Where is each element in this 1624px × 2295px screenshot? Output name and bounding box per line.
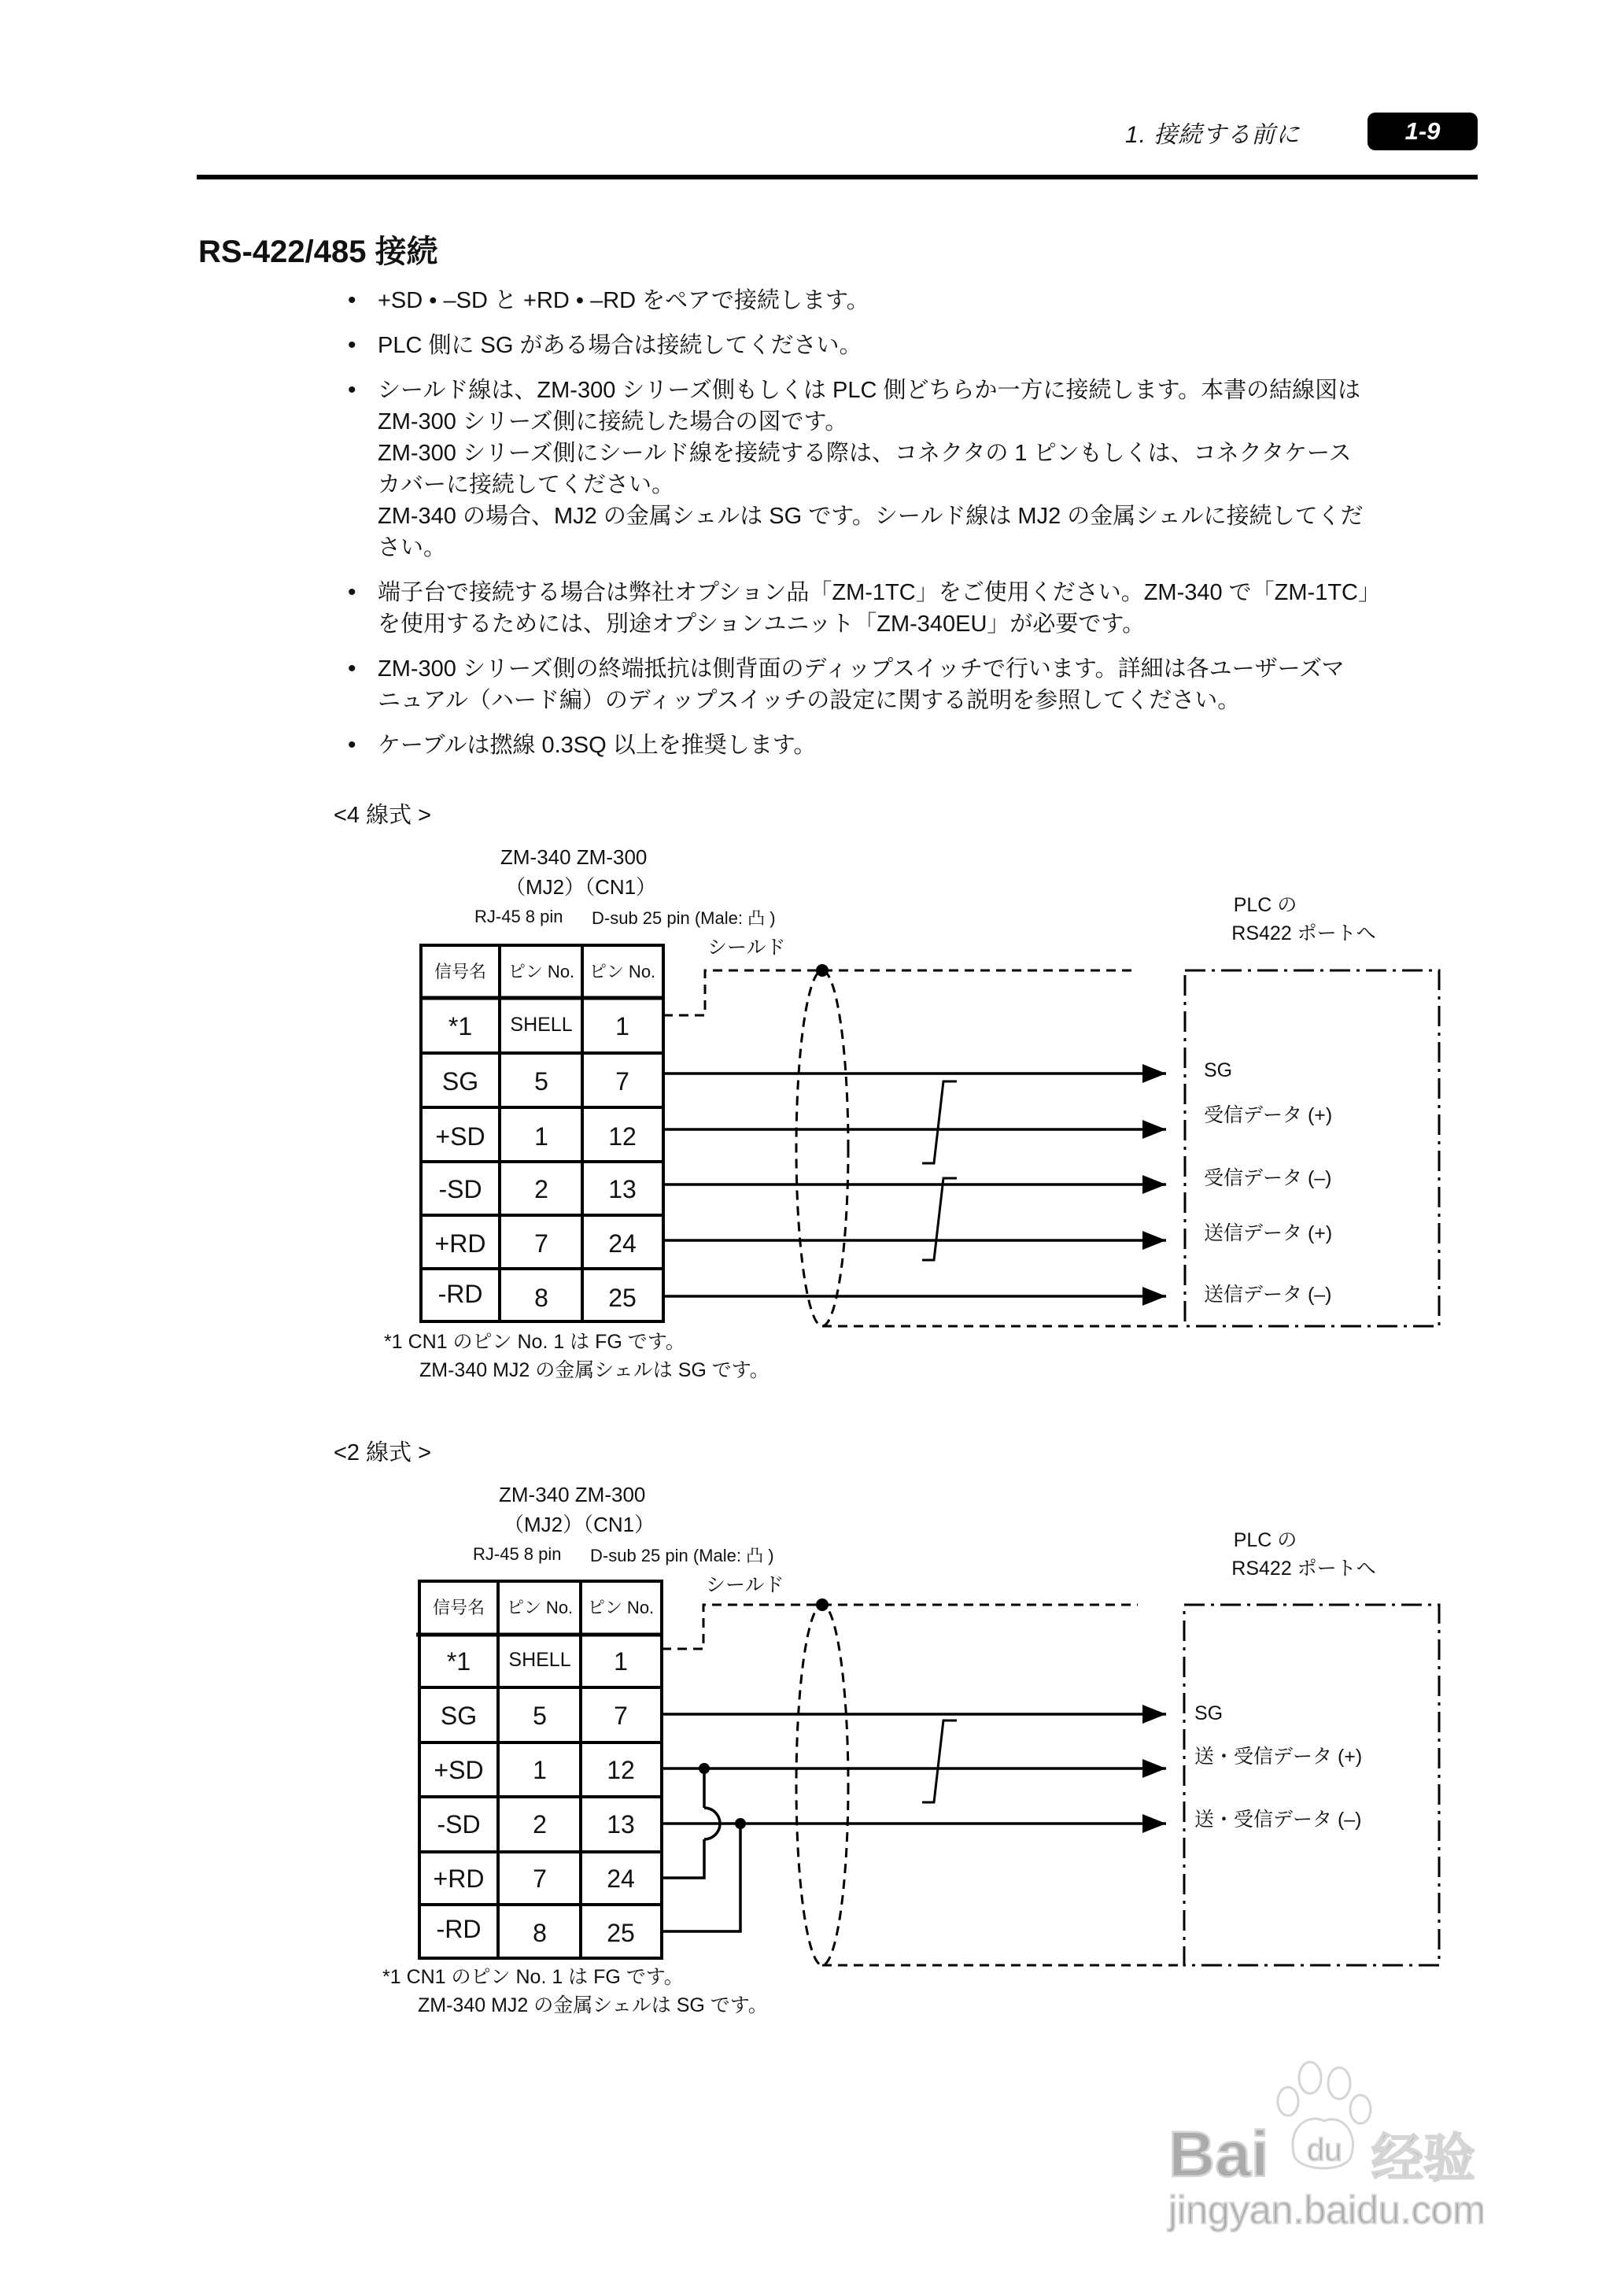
diagram-2wire (334, 1439, 1439, 2016)
cell: 13 (607, 1810, 635, 1839)
bullet-line: • +SD • –SD と +RD • –RD をペアで接続します。 (378, 288, 869, 313)
bullet-line: • 端子台で接続する場合は弊社オプション品「ZM-1TC」をご使用ください。ZM-340 で「ZM-1TC」 (378, 580, 1381, 605)
bullet-line: ニュアル（ハード編）のディップスイッチの設定に関する説明を参照してください。 (378, 688, 1241, 713)
connector-ids: （MJ2）（CN1） (505, 875, 657, 899)
plc-label-line2: RS422 ポートへ (1231, 1558, 1376, 1580)
plc-label-line2: RS422 ポートへ (1231, 922, 1376, 944)
plc-signal-labels (1194, 1702, 1362, 1831)
header-pin-mj2: ピン No. (507, 962, 575, 981)
plc-signal: 送信データ (+) (1204, 1222, 1333, 1244)
cell: 24 (607, 1864, 635, 1893)
twisted-pair-marks (922, 1081, 957, 1260)
footnote-line1: *1 CN1 のピン No. 1 は FG です。 (384, 1331, 685, 1353)
connector-right-type: D-sub 25 pin (Male: 凸 ) (590, 1546, 774, 1565)
plc-signal-labels (1204, 1059, 1332, 1306)
bullet-line: • PLC 側に SG がある場合は接続してください。 (378, 333, 862, 358)
baidu-paw-logo-icon (1153, 2054, 1483, 2235)
bullet-line: さい。 (378, 535, 447, 560)
cell: 7 (615, 1067, 629, 1096)
plc-signal: 送・受信データ (+) (1194, 1746, 1363, 1768)
section-title: RS-422/485 接続 (198, 235, 438, 269)
cell: *1 (448, 1012, 473, 1040)
chapter-title: 1. 接続する前に (1125, 122, 1301, 148)
junction-dot-plus (699, 1763, 710, 1774)
cell: SHELL (510, 1014, 573, 1036)
shield-line (663, 970, 1179, 1326)
connector-left-type: RJ-45 8 pin (473, 1544, 562, 1564)
plc-port-box (1185, 970, 1439, 1326)
footnote-line2: ZM-340 MJ2 の金属シェルは SG です。 (419, 1359, 770, 1381)
cell: 25 (608, 1284, 637, 1312)
cell: 2 (533, 1810, 547, 1839)
cell: 13 (608, 1175, 637, 1203)
plc-signal: SG (1204, 1059, 1233, 1081)
cell: 8 (533, 1919, 547, 1947)
header-pin-cn1: ピン No. (587, 1598, 655, 1617)
cell: *1 (446, 1647, 471, 1676)
cell: 5 (533, 1702, 547, 1730)
cell: 1 (534, 1122, 548, 1151)
header-pin-cn1: ピン No. (589, 962, 656, 981)
cell: -RD (437, 1280, 483, 1308)
diagram-2wire-label: <2 線式 > (334, 1440, 432, 1465)
shield-label: シールド (706, 1574, 784, 1596)
footnote-line2: ZM-340 MJ2 の金属シェルは SG です。 (418, 1994, 768, 2016)
header-signal: 信号名 (432, 1598, 485, 1617)
diagram-4wire (334, 802, 1439, 1381)
header-signal: 信号名 (434, 962, 487, 981)
svg-text:Bai: Bai (1168, 2119, 1269, 2190)
cell: 25 (607, 1919, 635, 1947)
cell: 24 (608, 1229, 637, 1258)
cell: +RD (434, 1229, 486, 1258)
cell: +SD (434, 1756, 484, 1784)
plc-signal: 受信データ (–) (1204, 1167, 1332, 1189)
cell: +SD (435, 1122, 485, 1151)
bullet-line: ZM-340 の場合、MJ2 の金属シェルは SG です。シールド線は MJ2 の金属シェルに接続してくだ (378, 504, 1364, 529)
page-number: 1-9 (1404, 117, 1441, 145)
plc-signal: SG (1194, 1702, 1224, 1724)
pin-table-header (434, 962, 655, 981)
connector-right-type: D-sub 25 pin (Male: 凸 ) (592, 908, 776, 928)
connector-left-type: RJ-45 8 pin (474, 907, 563, 926)
cell: -SD (438, 1175, 482, 1203)
device-names: ZM-340 ZM-300 (499, 1483, 646, 1506)
cell: 12 (608, 1122, 637, 1151)
header-pin-mj2: ピン No. (506, 1598, 574, 1617)
cell: SHELL (508, 1649, 571, 1671)
plc-port-box (1184, 1605, 1439, 1965)
shield-junction-dot (816, 964, 829, 977)
bullet-line: • シールド線は、ZM-300 シリーズ側もしくは PLC 側どちらか一方に接続します。本書の結線図は (378, 378, 1361, 403)
cell: 7 (533, 1864, 547, 1893)
plc-label-line1: PLC の (1233, 1529, 1297, 1551)
cell: 8 (534, 1284, 548, 1312)
cell: -RD (436, 1915, 482, 1943)
bullet-line: • ZM-300 シリーズ側の終端抵抗は側背面のディップスイッチで行います。詳細は各ユーザーズマ (378, 656, 1345, 682)
plc-label-line1: PLC の (1233, 894, 1297, 916)
bullet-line: ZM-300 シリーズ側に接続した場合の図です。 (378, 409, 848, 434)
signal-wires (663, 1074, 1166, 1296)
diagram-4wire-label: <4 線式 > (334, 803, 432, 828)
cell: -SD (437, 1810, 481, 1839)
cell: +RD (433, 1864, 485, 1893)
shield-label: シールド (707, 937, 786, 959)
baidu-watermark (1153, 2054, 1483, 2239)
watermark-url: jingyan.baidu.com (1168, 2188, 1483, 2232)
cell: 5 (534, 1067, 548, 1096)
connector-ids: （MJ2）（CN1） (504, 1513, 655, 1536)
svg-text:经验: 经验 (1371, 2129, 1475, 2187)
cell: 7 (534, 1229, 548, 1258)
plc-signal: 送・受信データ (–) (1194, 1809, 1362, 1831)
plc-signal: 受信データ (+) (1204, 1104, 1333, 1126)
device-names: ZM-340 ZM-300 (500, 845, 648, 869)
bullet-line: • ケーブルは撚線 0.3SQ 以上を推奨します。 (378, 733, 817, 758)
bullet-line: を使用するためには、別途オプションユニット「ZM-340EU」が必要です。 (378, 612, 1146, 637)
cell: 1 (615, 1012, 629, 1040)
cell: SG (440, 1702, 478, 1730)
junction-dot-minus (735, 1818, 746, 1829)
plc-signal: 送信データ (–) (1204, 1284, 1332, 1306)
cell: 7 (614, 1702, 628, 1730)
cell: SG (441, 1067, 479, 1096)
cell: 1 (533, 1756, 547, 1784)
shield-junction-dot (816, 1598, 829, 1611)
footnote-line1: *1 CN1 のピン No. 1 は FG です。 (382, 1966, 684, 1988)
twisted-pair-marks (922, 1720, 957, 1802)
svg-text:du: du (1307, 2133, 1342, 2168)
pin-table-header (433, 1598, 654, 1617)
cell: 2 (534, 1175, 548, 1203)
cell: 12 (607, 1756, 635, 1784)
bullet-line: カバーに接続してください。 (378, 472, 675, 497)
cell: 1 (614, 1647, 628, 1676)
bullet-line: ZM-300 シリーズ側にシールド線を接続する際は、コネクタの 1 ピンもしくは、コネクタケース (378, 441, 1352, 466)
